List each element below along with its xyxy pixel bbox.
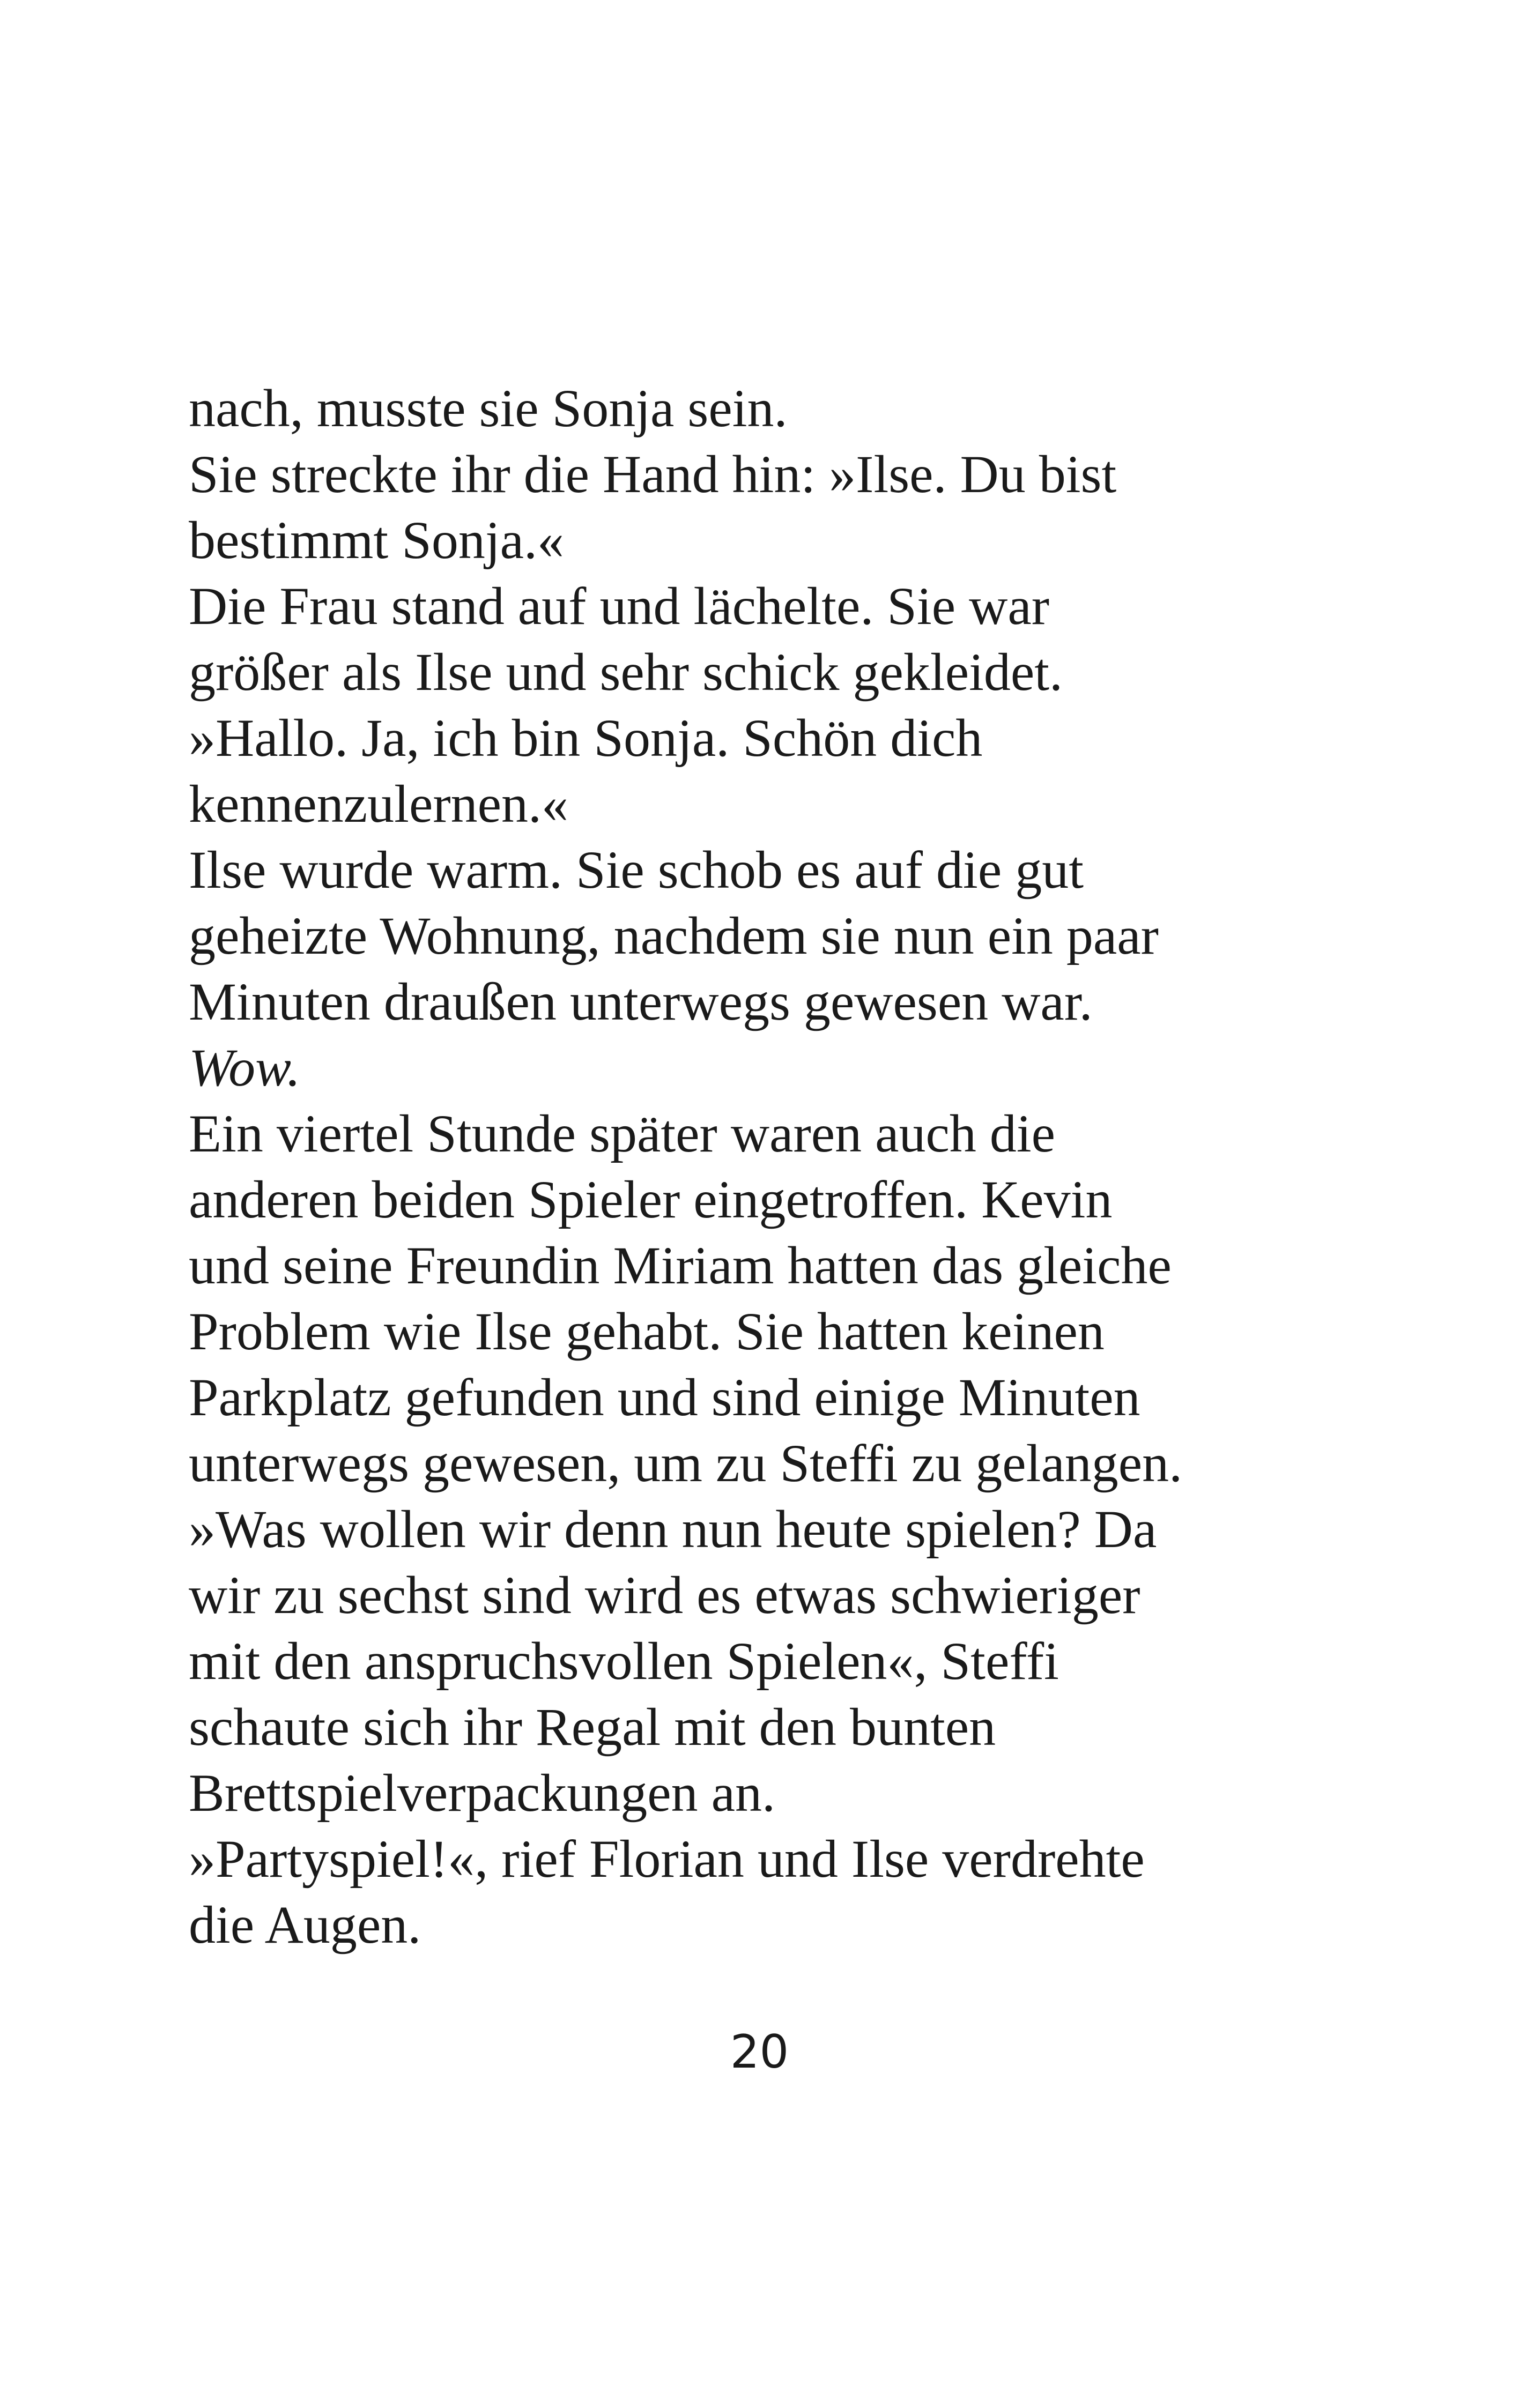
- text-line-italic: Wow.: [189, 1038, 301, 1097]
- text-line: »Partyspiel!«, rief Florian und Ilse verdrehte: [189, 1829, 1145, 1889]
- text-line: schaute sich ihr Regal mit den bunten: [189, 1697, 996, 1757]
- text-line: Problem wie Ilse gehabt. Sie hatten keinen: [189, 1302, 1105, 1361]
- text-line: Brettspielverpackungen an.: [189, 1763, 776, 1823]
- text-line: Sie streckte ihr die Hand hin: »Ilse. Du bist: [189, 444, 1117, 504]
- text-line: »Was wollen wir denn nun heute spielen? Da: [189, 1499, 1157, 1559]
- text-line: geheizte Wohnung, nachdem sie nun ein paar: [189, 906, 1159, 965]
- text-line: bestimmt Sonja.«: [189, 510, 564, 570]
- text-line: die Augen.: [189, 1895, 421, 1954]
- text-line: wir zu sechst sind wird es etwas schwieriger: [189, 1565, 1140, 1625]
- text-line: anderen beiden Spieler eingetroffen. Kevin: [189, 1170, 1113, 1229]
- text-line: Ilse wurde warm. Sie schob es auf die gut: [189, 840, 1084, 900]
- text-line: Minuten draußen unterwegs gewesen war.: [189, 972, 1093, 1031]
- text-line: unterwegs gewesen, um zu Steffi zu gelangen.: [189, 1433, 1183, 1493]
- text-line: und seine Freundin Miriam hatten das gleiche: [189, 1236, 1172, 1295]
- text-line: nach, musste sie Sonja sein.: [189, 378, 788, 438]
- text-line: mit den anspruchsvollen Spielen«, Steffi: [189, 1631, 1059, 1691]
- page-number: 20: [730, 2025, 789, 2079]
- body-text: [189, 375, 1347, 1958]
- text-line: kennenzulernen.«: [189, 774, 569, 834]
- text-line: »Hallo. Ja, ich bin Sonja. Schön dich: [189, 708, 983, 768]
- text-line: Die Frau stand auf und lächelte. Sie war: [189, 576, 1050, 636]
- text-line: größer als Ilse und sehr schick gekleidet.: [189, 642, 1063, 702]
- text-line: Ein viertel Stunde später waren auch die: [189, 1104, 1056, 1163]
- text-line: Parkplatz gefunden und sind einige Minuten: [189, 1367, 1140, 1427]
